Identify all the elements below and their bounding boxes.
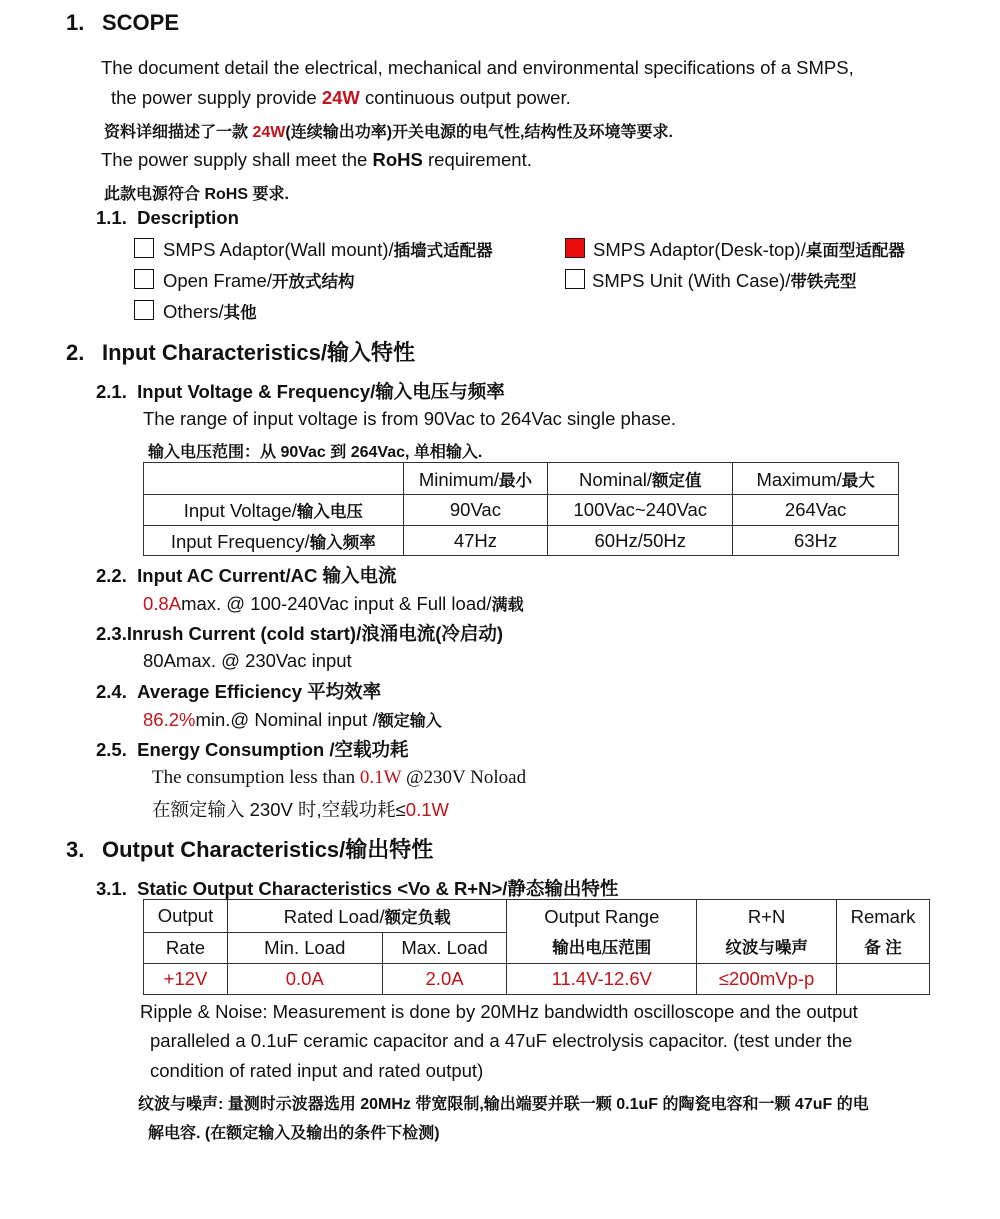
text: Output Range (544, 905, 660, 927)
subsection-title: Inrush Current (cold start)/浪涌电流(冷启动) (126, 623, 504, 644)
text: 其他 (223, 304, 257, 322)
cell-nominal: 60Hz/50Hz (548, 526, 733, 556)
text: SMPS Adaptor(Wall mount)/ (163, 239, 394, 260)
consumption-cn-text (152, 796, 449, 822)
ripple-note-line-1: Ripple & Noise: Measurement is done by 20MHz bandwidth oscilloscope and the output (140, 1001, 858, 1022)
text: 额定值 (652, 471, 702, 490)
row-label (144, 495, 404, 526)
text: requirement. (422, 149, 532, 170)
text: @230V Noload (401, 767, 527, 788)
header-remark (837, 900, 930, 964)
text: 最小 (499, 471, 533, 490)
text: SMPS Adaptor(Desk-top)/ (593, 239, 806, 260)
section-title: SCOPE (102, 10, 180, 35)
subsection-number: 1.1. (96, 207, 127, 228)
text: 满载 (491, 597, 524, 614)
rohs-line (101, 149, 532, 171)
option-label (163, 237, 493, 261)
text: the power supply provide (111, 87, 322, 108)
ripple-note-line-2: paralleled a 0.1uF ceramic capacitor and a 47uF electrolysis capacitor. (test under the (150, 1030, 853, 1051)
consumption-value: 0.1W (359, 767, 402, 788)
checkbox-checked[interactable] (565, 238, 585, 258)
text: 带铁壳型 (790, 273, 857, 291)
ac-current-text (143, 592, 524, 615)
table-header-empty (144, 463, 404, 495)
rohs-cn-line: 此款电源符合 RoHS 要求. (104, 186, 289, 203)
text: Input Voltage/ (183, 500, 297, 521)
input-characteristics-table (143, 462, 899, 556)
section-2-heading (66, 336, 415, 367)
table-row (144, 526, 899, 556)
ac-current-value: 0.8A (143, 593, 182, 614)
subsection-title: Input Voltage & Frequency/输入电压与频率 (137, 381, 505, 402)
subsection-title: Average Efficiency 平均效率 (137, 681, 382, 702)
table-header-row (144, 463, 899, 495)
checkbox[interactable] (134, 269, 154, 289)
cell-output-range: 11.4V-12.6V (507, 964, 697, 995)
text: min.@ Nominal input / (195, 709, 378, 730)
header-ripple-noise (697, 900, 837, 964)
cell-rate: +12V (144, 964, 228, 995)
option-label (593, 237, 905, 261)
section-1-heading (66, 10, 179, 36)
header-max-load: Max. Load (382, 933, 507, 964)
header-rated-load (227, 900, 507, 933)
text: 额定输入 (377, 713, 442, 730)
cell-min: 90Vac (403, 495, 548, 526)
power-value-cn: 24W (252, 124, 286, 141)
subsection-number: 2.3. (96, 623, 127, 644)
consumption-text (152, 767, 526, 789)
checkbox[interactable] (134, 300, 154, 320)
scope-cn-line-1 (104, 119, 673, 142)
text: The power supply shall meet the (101, 149, 373, 170)
section-number: 3. (66, 837, 85, 862)
text: The consumption less than (152, 767, 360, 788)
scope-line-1: The document detail the electrical, mechanical and environmental specifications of a SMPS, (101, 57, 854, 78)
subsection-number: 2.4. (96, 681, 127, 702)
text: 插墙式适配器 (393, 242, 493, 260)
option-label (592, 268, 856, 292)
text: SMPS Unit (With Case)/ (592, 270, 791, 291)
cell-min-load: 0.0A (227, 964, 382, 995)
subsection-number: 2.5. (96, 739, 127, 760)
subsection-3-1-heading (96, 875, 618, 901)
power-value: 24W (321, 87, 360, 108)
header-min-load: Min. Load (227, 933, 382, 964)
checkbox[interactable] (134, 238, 154, 258)
subsection-2-2-heading (96, 562, 396, 588)
text: 纹波与噪声 (725, 938, 808, 957)
table-header-row (144, 900, 930, 933)
subsection-title: Energy Consumption /空载功耗 (137, 739, 409, 760)
text: max. @ 100-240Vac input & Full load/ (181, 593, 492, 614)
cell-max: 63Hz (733, 526, 899, 556)
cell-max-load: 2.0A (382, 964, 507, 995)
subsection-number: 3.1. (96, 878, 127, 899)
output-characteristics-table (143, 899, 930, 995)
ripple-note-cn-line-2: 解电容. (在额定输入及输出的条件下检测) (148, 1125, 440, 1142)
section-number: 2. (66, 340, 85, 365)
subsection-2-4-heading (96, 678, 381, 704)
text: 桌面型适配器 (805, 242, 905, 260)
rohs-label: RoHS (372, 149, 423, 170)
efficiency-value: 86.2% (143, 709, 196, 730)
subsection-1-1-heading (96, 207, 239, 229)
option-label (163, 299, 257, 323)
section-3-heading (66, 833, 433, 864)
header-output: Output (144, 900, 228, 933)
header-output-range (507, 900, 697, 964)
text: continuous output power. (359, 87, 571, 108)
text: 输入电压 (296, 503, 363, 521)
subsection-2-5-heading (96, 736, 408, 762)
text: Nominal/ (579, 468, 653, 490)
consumption-value-cn: 0.1W (405, 799, 449, 820)
cell-max: 264Vac (733, 495, 899, 526)
option-label (163, 268, 355, 292)
subsection-number: 2.2. (96, 565, 127, 586)
subsection-title: Input AC Current/AC 输入电流 (137, 565, 397, 586)
cell-min: 47Hz (403, 526, 548, 556)
checkbox[interactable] (565, 269, 585, 289)
table-header-nominal (548, 463, 733, 495)
text: 资料详细描述了一款 (104, 124, 253, 141)
text: (连续输出功率)开关电源的电气性,结构性及环境等要求. (285, 124, 673, 141)
text: 在额定输入 230V 时,空载功耗≤ (152, 799, 406, 820)
text: Input Frequency/ (170, 530, 310, 552)
cell-remark (837, 964, 930, 995)
text: Rated Load/ (283, 906, 385, 927)
subsection-2-1-heading (96, 378, 505, 404)
text: Others/ (163, 301, 224, 322)
input-range-cn: 输入电压范围：从 90Vac 到 264Vac, 单相输入. (148, 444, 483, 461)
text: 输出电压范围 (552, 938, 652, 957)
section-number: 1. (66, 10, 85, 35)
header-rate: Rate (144, 933, 228, 964)
text: Open Frame/ (163, 270, 272, 291)
text: 额定负载 (384, 909, 451, 927)
inrush-current-text: 80Amax. @ 230Vac input (143, 650, 352, 671)
cell-ripple-noise: ≤200mVp-p (697, 964, 837, 995)
text: 开放式结构 (272, 273, 355, 291)
section-title: Output Characteristics/输出特性 (102, 837, 434, 862)
efficiency-text (143, 708, 442, 731)
text: 最大 (841, 471, 875, 490)
section-title: Input Characteristics/输入特性 (102, 340, 415, 365)
text: 输入频率 (309, 533, 376, 552)
subsection-title: Description (137, 207, 239, 228)
text: R+N (747, 905, 786, 927)
subsection-2-3-heading (96, 620, 503, 646)
text: 备 注 (864, 938, 902, 957)
text: Minimum/ (418, 468, 500, 490)
input-range-text: The range of input voltage is from 90Vac to 264Vac single phase. (143, 408, 677, 429)
ripple-note-line-3: condition of rated input and rated output) (150, 1060, 484, 1081)
table-row (144, 964, 930, 995)
table-row (144, 495, 899, 526)
text: Remark (850, 905, 916, 927)
table-header-max (733, 463, 899, 495)
table-header-min (403, 463, 548, 495)
subsection-title: Static Output Characteristics <Vo & R+N>/静态输出特性 (137, 878, 619, 899)
ripple-note-cn-line-1: 纹波与噪声: 量测时示波器选用 20MHz 带宽限制,输出端要并联一颗 0.1uF 的陶瓷电容和一颗 47uF 的电 (138, 1096, 869, 1113)
row-label (144, 526, 404, 556)
scope-line-2 (111, 87, 571, 109)
cell-nominal: 100Vac~240Vac (548, 495, 733, 526)
text: Maximum/ (756, 468, 842, 490)
subsection-number: 2.1. (96, 381, 127, 402)
